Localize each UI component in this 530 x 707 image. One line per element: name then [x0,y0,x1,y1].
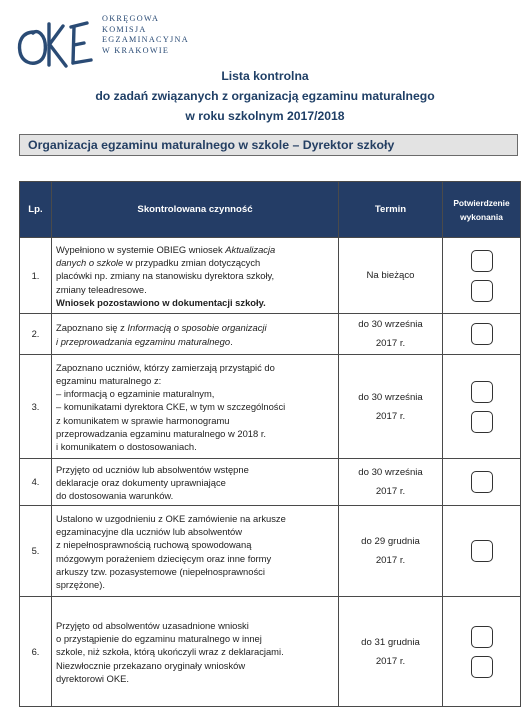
confirmation-checkbox[interactable] [471,381,493,403]
confirmation-checkbox[interactable] [471,626,493,648]
table-header-row [20,182,521,238]
column-header-term: Termin [339,182,443,238]
org-line: OKRĘGOWA [102,14,160,23]
row-number: 2. [20,314,52,355]
term-cell: do 30 września 2017 r. [339,355,443,459]
term-cell: do 30 września 2017 r. [339,314,443,355]
title-line: w roku szkolnym 2017/2018 [185,109,345,123]
table-row [20,459,521,506]
title-line: Lista kontrolna [221,69,309,83]
row-number: 4. [20,459,52,506]
confirmation-cell [443,314,521,355]
table-row [20,355,521,459]
table-row [20,597,521,707]
checklist-table [19,181,521,707]
confirmation-checkbox[interactable] [471,250,493,272]
oke-logo [16,14,96,72]
confirmation-checkbox[interactable] [471,471,493,493]
row-number: 5. [20,506,52,597]
activity-text: Przyjęto od absolwentów uzasadnione wnioski o przystąpienie do egzaminu maturalnego w innej szkole, niż szkoła, którą ukończyli wraz z deklaracjami. Niezwłocznie przekazano oryginały wniosków dyrektorowi OKE. [52,597,339,707]
activity-text: Wypełniono w systemie OBIEG wniosek Aktualizacja danych o szkole w przypadku zmian dotyczących placówki np. zmiany na stanowisku dyrektora szkoły, zmiany teleadresowe. Wniosek pozostawiono w dokumentacji szkoły. [52,238,339,314]
org-line: EGZAMINACYJNA [102,35,189,44]
table-row [20,506,521,597]
activity-text: Ustalono w uzgodnieniu z OKE zamówienie na arkusze egzaminacyjne dla uczniów lub absolwentów z niepełnosprawnością ruchową spowodowaną mózgowym porażeniem dziecięcym oraz inne formy arkuszy tzw. pozasystemowe (niepełnosprawności sprzężone). [52,506,339,597]
column-header-lp: Lp. [20,182,52,238]
term-cell: do 31 grudnia 2017 r. [339,597,443,707]
org-line: KOMISJA [102,24,147,34]
row-number: 1. [20,238,52,314]
column-header-confirmation: Potwierdzenie wykonania [443,182,521,238]
org-line: W KRAKOWIE [102,45,170,55]
row-number: 6. [20,597,52,707]
document-title [0,66,530,126]
confirmation-checkbox[interactable] [471,411,493,433]
confirmation-cell [443,597,521,707]
term-cell: Na bieżąco [339,238,443,314]
table-row [20,238,521,314]
row-number: 3. [20,355,52,459]
column-header-activity: Skontrolowana czynność [52,182,339,238]
activity-text: Zapoznano uczniów, którzy zamierzają przystąpić do egzaminu maturalnego z: – informacją o egzaminie maturalnym, – komunikatami dyrektora CKE, w tym w szczególności z komunikatem w sprawie harmonogramu przeprowadzania egzaminu maturalnego w 2018 r. i komunikatem o dostosowaniach. [52,355,339,459]
activity-text: Przyjęto od uczniów lub absolwentów wstępne deklaracje oraz dokumenty uprawniające do dostosowania warunków. [52,459,339,506]
confirmation-checkbox[interactable] [471,280,493,302]
term-cell: do 29 grudnia 2017 r. [339,506,443,597]
confirmation-checkbox[interactable] [471,323,493,345]
section-heading: Organizacja egzaminu maturalnego w szkole – Dyrektor szkoły [19,134,518,156]
confirmation-cell [443,506,521,597]
organization-name [102,14,189,56]
activity-text: Zapoznano się z Informacją o sposobie organizacji i przeprowadzania egzaminu maturalnego. [52,314,339,355]
confirmation-checkbox[interactable] [471,540,493,562]
table-row [20,314,521,355]
confirmation-checkbox[interactable] [471,656,493,678]
confirmation-cell [443,238,521,314]
title-line: do zadań związanych z organizacją egzaminu maturalnego [95,89,435,103]
confirmation-cell [443,355,521,459]
term-cell: do 30 września 2017 r. [339,459,443,506]
confirmation-cell [443,459,521,506]
